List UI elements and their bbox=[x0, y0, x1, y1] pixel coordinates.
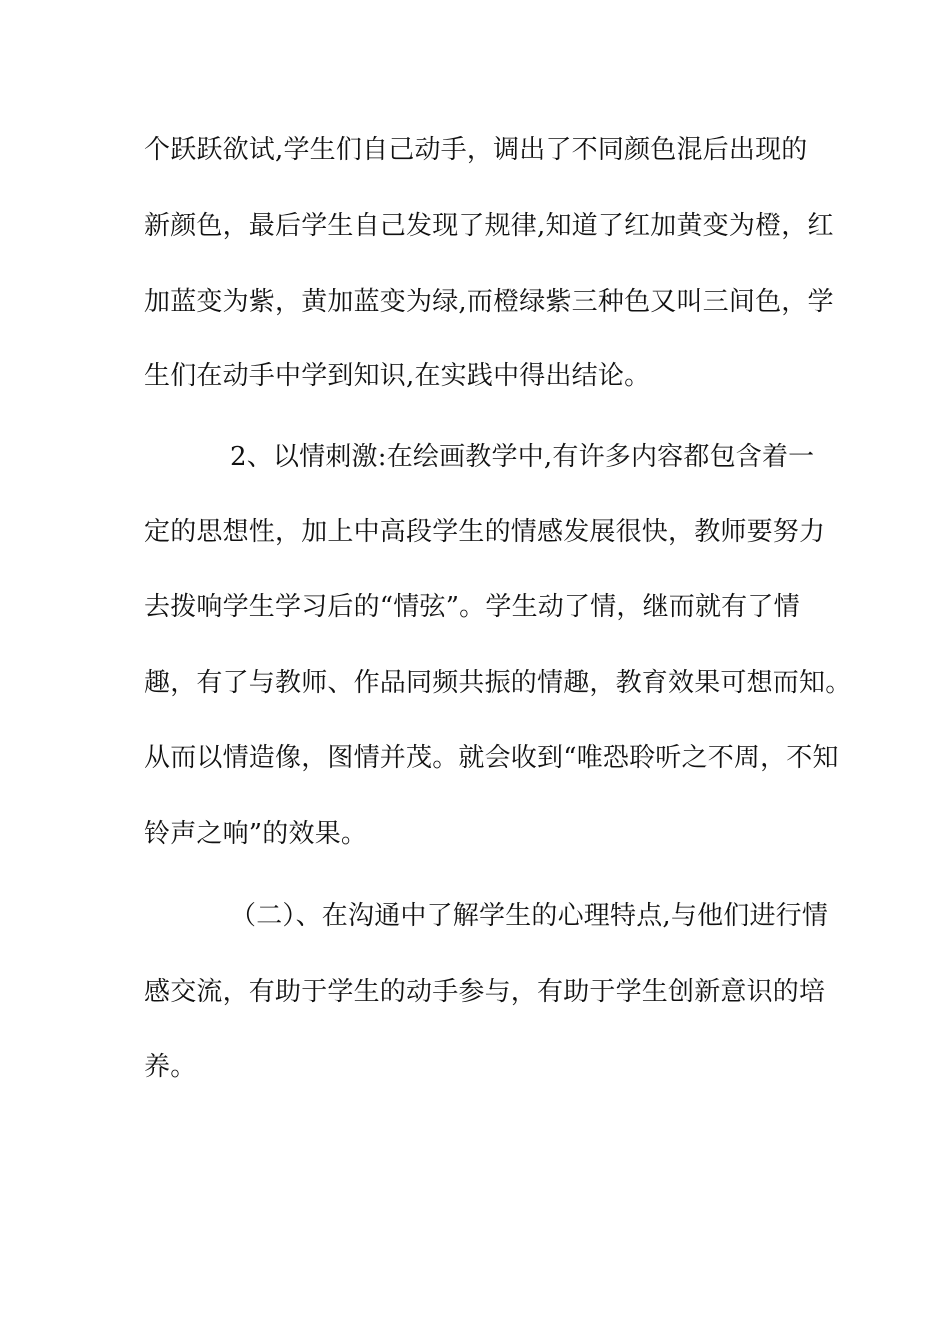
section-heading-line: 2、以情刺激:在绘画教学中,有许多内容都包含着一 bbox=[230, 442, 815, 472]
paragraph-line: 新颜色，最后学生自己发现了规律,知道了红加黄变为橙，红 bbox=[144, 211, 834, 241]
paragraph-line: 个跃跃欲试,学生们自己动手，调出了不同颜色混后出现的 bbox=[144, 135, 808, 165]
paragraph-line: 生们在动手中学到知识,在实践中得出结论。 bbox=[144, 361, 651, 391]
paragraph-line: 加蓝变为紫，黄加蓝变为绿,而橙绿紫三种色又叫三间色，学 bbox=[144, 287, 834, 317]
paragraph-line: 去拨响学生学习后的“情弦”。学生动了情，继而就有了情 bbox=[144, 592, 800, 622]
paragraph-line: 养。 bbox=[144, 1052, 197, 1082]
paragraph-line: 定的思想性，加上中高段学生的情感发展很快，教师要努力 bbox=[144, 517, 826, 547]
paragraph-line: 铃声之响”的效果。 bbox=[144, 819, 368, 849]
paragraph-line: 感交流，有助于学生的动手参与，有助于学生创新意识的培 bbox=[144, 977, 826, 1007]
paragraph-line: 趣，有了与教师、作品同频共振的情趣，教育效果可想而知。 bbox=[144, 668, 852, 698]
paragraph-line: 从而以情造像，图情并茂。就会收到“唯恐聆听之不周，不知 bbox=[144, 743, 839, 773]
section-heading-line: （二）、在沟通中了解学生的心理特点,与他们进行情 bbox=[230, 901, 829, 931]
